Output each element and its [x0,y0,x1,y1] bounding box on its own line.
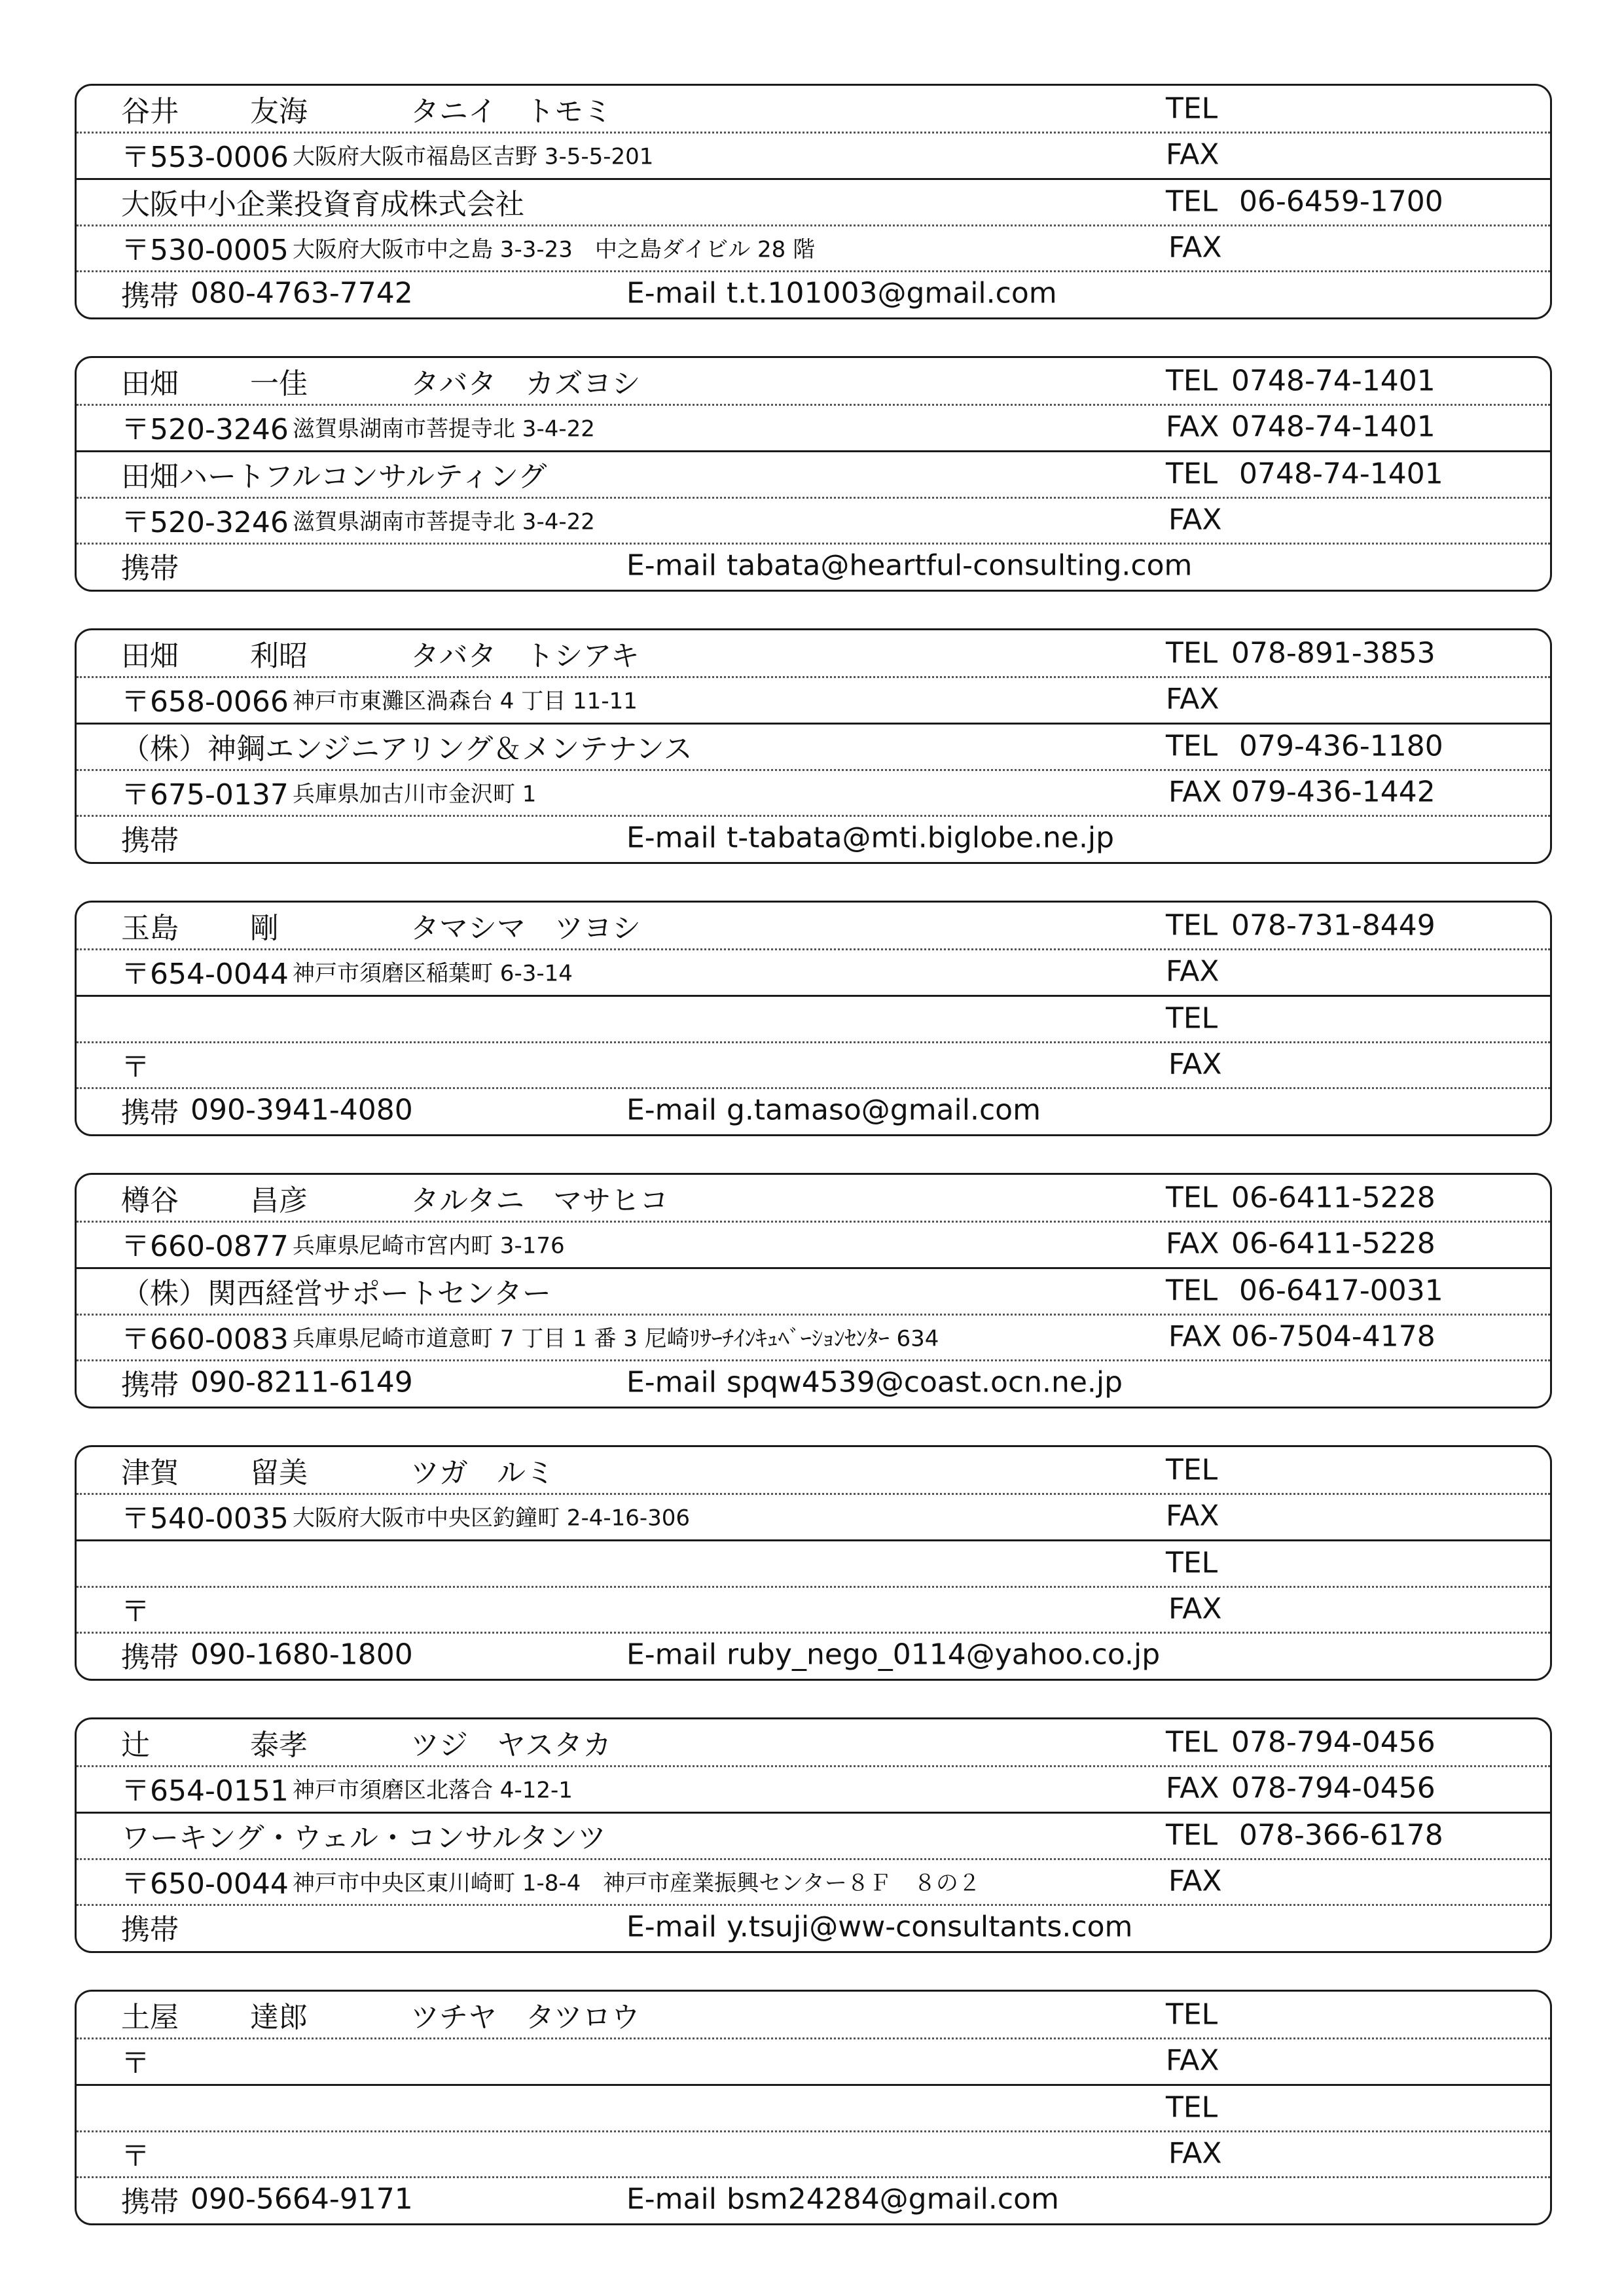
company-fax-label: FAX [1168,2136,1222,2170]
company-row [77,1540,1550,1586]
company-tel-label: TEL [1166,1274,1218,1308]
name-kana: タルタニ マサヒコ [410,1184,669,1217]
surname: 津賀 [121,1456,179,1490]
tel-label: TEL [1166,1453,1218,1487]
contact-card [75,628,1552,864]
home-postal-code: 〒658-0066 [121,685,289,719]
home-address-row [77,676,1550,722]
company-tel-number: 078-366-6178 [1239,1818,1443,1852]
company-fax-label: FAX [1168,503,1222,537]
name-row [77,903,1550,948]
company-tel-label: TEL [1166,185,1218,219]
home-address-row [77,948,1550,994]
name-kana: タニイ トモミ [410,95,612,128]
name-row [77,86,1550,132]
company-fax-label: FAX [1168,230,1222,264]
company-address: 兵庫県尼崎市道意町 7 丁目 1 番 3 尼崎ﾘｻｰﾁｲﾝｷｭﾍﾞｰｼｮﾝｾﾝﾀｰ 634 [293,1325,939,1352]
company-postal-code: 〒 [121,1050,150,1084]
company-tel-number: 0748-74-1401 [1239,457,1443,491]
tel-label: TEL [1166,364,1218,398]
mobile-email-row [77,1359,1550,1405]
given-name: 一佳 [250,367,308,401]
contact-card [75,1717,1552,1953]
home-postal-code: 〒654-0151 [121,1774,289,1808]
tel-number: 0748-74-1401 [1231,364,1435,398]
email-label: E-mail [626,548,717,583]
home-postal-code: 〒520-3246 [121,413,289,446]
mobile-email-row [77,1904,1550,1950]
home-postal-code: 〒 [121,2047,150,2080]
company-name: 田畑ハートフルコンサルティング [121,460,547,493]
company-postal-code: 〒 [121,1595,150,1628]
company-postal-code: 〒 [121,2140,150,2173]
company-fax-label: FAX [1168,775,1222,809]
home-address: 神戸市須磨区北落合 4-12-1 [293,1777,573,1804]
fax-number: 0748-74-1401 [1231,410,1435,444]
surname: 辻 [121,1729,150,1762]
fax-label: FAX [1166,1227,1219,1261]
company-postal-code: 〒675-0137 [121,778,289,812]
home-address: 滋賀県湖南市菩提寺北 3-4-22 [293,416,595,442]
tel-label: TEL [1166,1725,1218,1759]
fax-label: FAX [1166,2043,1219,2077]
home-address-row [77,1221,1550,1266]
email-address[interactable]: t.t.101003@gmail.com [727,276,1057,310]
surname: 玉島 [121,912,179,945]
mobile-label: 携帯 [121,279,179,313]
fax-label: FAX [1166,682,1219,716]
company-fax-number: 06-7504-4178 [1231,1319,1435,1354]
mobile-email-row [77,2176,1550,2222]
name-row [77,1719,1550,1765]
surname: 田畑 [121,367,179,401]
name-kana: ツチヤ タツロウ [410,2001,640,2034]
name-row [77,358,1550,404]
company-name: （株）関西経営サポートセンター [121,1277,551,1310]
mobile-number: 090-5664-9171 [190,2182,413,2216]
company-name: 大阪中小企業投資育成株式会社 [121,188,524,221]
name-row [77,630,1550,676]
company-address-row [77,497,1550,543]
email-label: E-mail [626,1638,717,1672]
company-tel-label: TEL [1166,2090,1218,2125]
company-address-row [77,1858,1550,1904]
mobile-label: 携帯 [121,824,179,857]
company-row [77,2085,1550,2130]
fax-label: FAX [1166,954,1219,988]
email-label: E-mail [626,1910,717,1944]
contact-card [75,1173,1552,1408]
home-postal-code: 〒553-0006 [121,141,289,174]
home-address-row [77,2037,1550,2083]
mobile-email-row [77,543,1550,588]
home-postal-code: 〒654-0044 [121,958,289,991]
email-address[interactable]: y.tsuji@ww-consultants.com [727,1910,1133,1944]
company-tel-label: TEL [1166,457,1218,491]
fax-number: 06-6411-5228 [1231,1227,1435,1261]
company-name: （株）神鋼エンジニアリング＆メンテナンス [121,732,693,766]
mobile-email-row [77,270,1550,316]
company-row [77,451,1550,497]
home-address-row [77,404,1550,450]
company-address: 滋賀県湖南市菩提寺北 3-4-22 [293,509,595,535]
email-label: E-mail [626,1365,717,1399]
tel-label: TEL [1166,908,1218,942]
given-name: 留美 [250,1456,308,1490]
home-address-row [77,1765,1550,1811]
tel-label: TEL [1166,92,1218,126]
company-fax-number: 079-436-1442 [1231,775,1435,809]
name-kana: ツジ ヤスタカ [410,1729,612,1762]
email-address[interactable]: g.tamaso@gmail.com [727,1093,1041,1127]
company-tel-label: TEL [1166,1818,1218,1852]
company-tel-label: TEL [1166,1001,1218,1035]
name-row [77,1447,1550,1493]
mobile-email-row [77,1632,1550,1677]
company-fax-label: FAX [1168,1864,1222,1898]
email-address[interactable]: tabata@heartful-consulting.com [727,548,1193,583]
company-address-row [77,224,1550,270]
company-address: 神戸市中央区東川崎町 1-8-4 神戸市産業振興センター８Ｆ ８の２ [293,1870,981,1897]
home-address-row [77,1493,1550,1539]
tel-label: TEL [1166,636,1218,670]
given-name: 昌彦 [250,1184,308,1217]
mobile-number: 090-8211-6149 [190,1365,413,1399]
company-address-row [77,1586,1550,1632]
company-address-row [77,1314,1550,1359]
company-row [77,1812,1550,1858]
mobile-label: 携帯 [121,1913,179,1946]
home-address: 神戸市東灘区渦森台 4 丁目 11-11 [293,688,638,715]
email-address[interactable]: spqw4539@coast.ocn.ne.jp [727,1365,1123,1399]
email-label: E-mail [626,2182,717,2216]
given-name: 泰孝 [250,1729,308,1762]
contact-card [75,1990,1552,2225]
name-kana: タバタ カズヨシ [410,367,641,401]
tel-label: TEL [1166,1181,1218,1215]
home-postal-code: 〒660-0877 [121,1230,289,1263]
mobile-email-row [77,1087,1550,1133]
name-kana: ツガ ルミ [410,1456,554,1490]
home-address-row [77,132,1550,177]
fax-label: FAX [1166,137,1219,171]
surname: 田畑 [121,639,179,673]
name-kana: タバタ トシアキ [410,639,640,673]
email-address[interactable]: ruby_nego_0114@yahoo.co.jp [727,1638,1161,1672]
company-address-row [77,2130,1550,2176]
company-tel-number: 06-6417-0031 [1239,1274,1443,1308]
given-name: 剛 [250,912,279,945]
mobile-label: 携帯 [121,1641,179,1674]
email-label: E-mail [626,821,717,855]
company-address: 兵庫県加古川市金沢町 1 [293,781,537,808]
home-address: 大阪府大阪市中央区釣鐘町 2-4-16-306 [293,1505,691,1532]
email-label: E-mail [626,276,717,310]
given-name: 達郎 [250,2001,308,2034]
tel-number: 078-731-8449 [1231,908,1435,942]
tel-number: 078-794-0456 [1231,1725,1435,1759]
mobile-number: 090-3941-4080 [190,1093,413,1127]
given-name: 利昭 [250,639,308,673]
fax-label: FAX [1166,1499,1219,1533]
mobile-number: 090-1680-1800 [190,1638,413,1672]
company-fax-label: FAX [1168,1047,1222,1081]
company-postal-code: 〒520-3246 [121,506,289,539]
home-address: 兵庫県尼崎市宮内町 3-176 [293,1232,565,1259]
surname: 谷井 [121,95,179,128]
company-tel-label: TEL [1166,729,1218,763]
given-name: 友海 [250,95,308,128]
contact-card [75,84,1552,319]
contact-card [75,1445,1552,1681]
company-row [77,723,1550,769]
home-address: 神戸市須磨区稲葉町 6-3-14 [293,960,573,987]
fax-number: 078-794-0456 [1231,1771,1435,1805]
contact-card [75,356,1552,592]
contact-card [75,901,1552,1136]
company-row [77,179,1550,224]
surname: 樽谷 [121,1184,179,1217]
company-postal-code: 〒650-0044 [121,1867,289,1901]
tel-label: TEL [1166,1998,1218,2032]
fax-label: FAX [1166,1771,1219,1805]
name-row [77,1992,1550,2037]
email-label: E-mail [626,1093,717,1127]
company-fax-label: FAX [1168,1592,1222,1626]
mobile-number: 080-4763-7742 [190,276,413,310]
company-postal-code: 〒530-0005 [121,234,289,267]
tel-number: 078-891-3853 [1231,636,1435,670]
mobile-label: 携帯 [121,1369,179,1402]
name-kana: タマシマ ツヨシ [410,912,641,945]
mobile-label: 携帯 [121,2185,179,2219]
surname: 土屋 [121,2001,179,2034]
home-postal-code: 〒540-0035 [121,1502,289,1535]
company-address: 大阪府大阪市中之島 3-3-23 中之島ダイビル 28 階 [293,236,816,263]
mobile-email-row [77,815,1550,861]
company-address-row [77,1041,1550,1087]
email-address[interactable]: t-tabata@mti.biglobe.ne.jp [727,821,1115,855]
tel-number: 06-6411-5228 [1231,1181,1435,1215]
company-tel-label: TEL [1166,1546,1218,1580]
company-fax-label: FAX [1168,1319,1222,1354]
company-row [77,1268,1550,1314]
company-tel-number: 079-436-1180 [1239,729,1443,763]
company-row [77,996,1550,1041]
company-address-row [77,769,1550,815]
company-postal-code: 〒660-0083 [121,1323,289,1356]
name-row [77,1175,1550,1221]
home-address: 大阪府大阪市福島区吉野 3-5-5-201 [293,143,654,170]
company-tel-number: 06-6459-1700 [1239,185,1443,219]
email-address[interactable]: bsm24284@gmail.com [727,2182,1059,2216]
company-name: ワーキング・ウェル・コンサルタンツ [121,1821,606,1855]
fax-label: FAX [1166,410,1219,444]
mobile-label: 携帯 [121,1096,179,1130]
mobile-label: 携帯 [121,552,179,585]
